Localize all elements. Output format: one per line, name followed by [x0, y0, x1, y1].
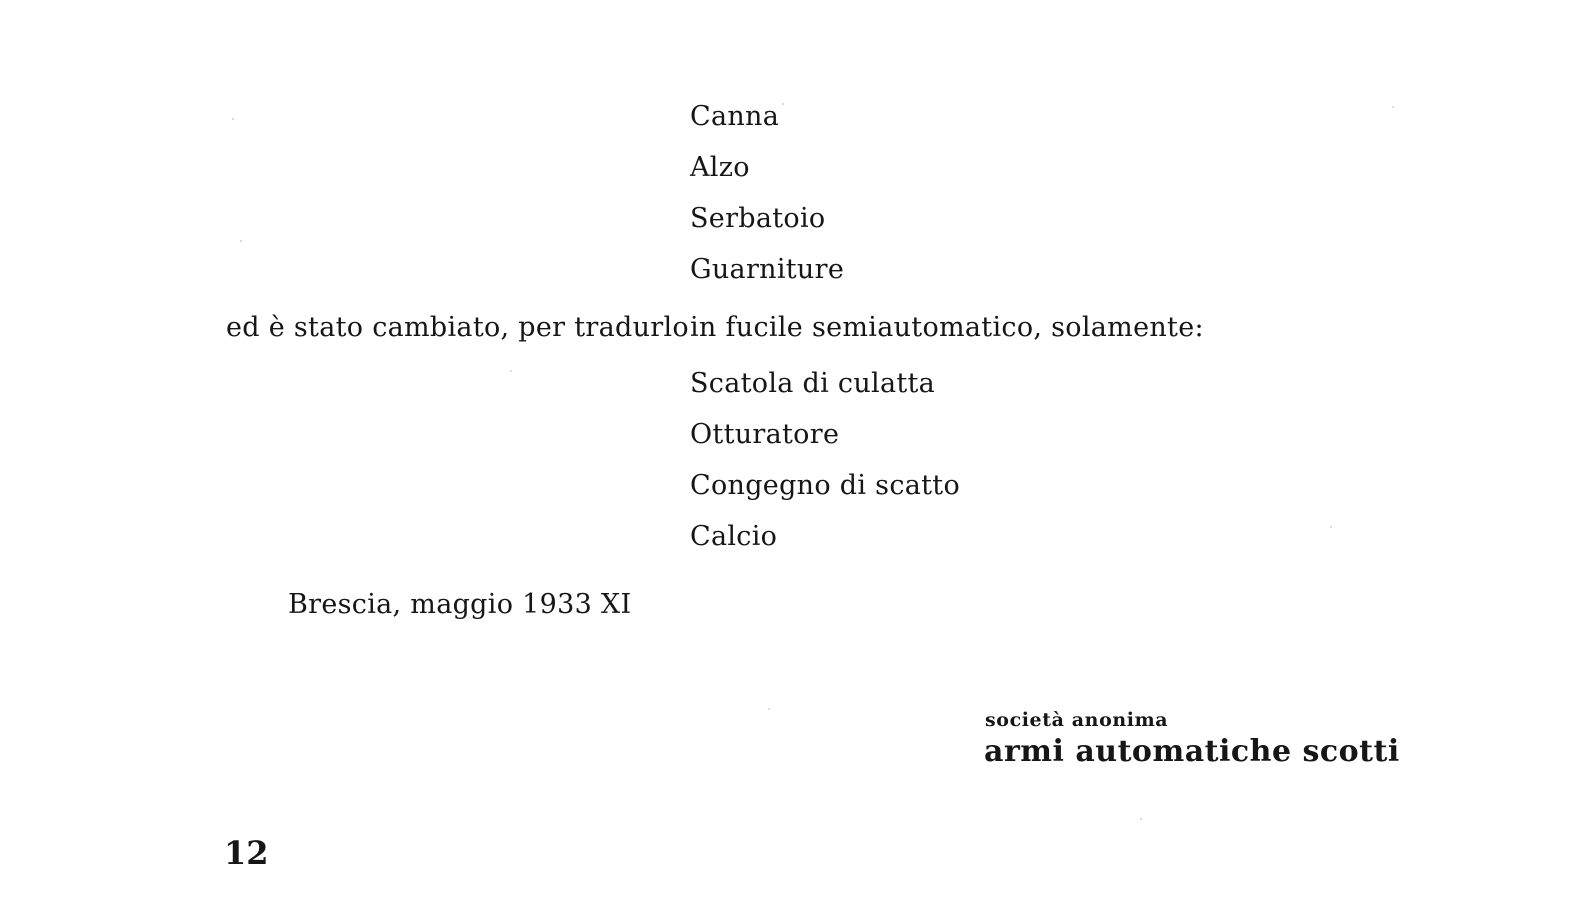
- list-item-congegno: Congegno di scatto: [690, 470, 961, 501]
- list-item-otturatore: Otturatore: [690, 419, 840, 450]
- list-item-scatola: Scatola di culatta: [690, 368, 936, 399]
- place-date: Brescia, maggio 1933 XI: [288, 589, 632, 620]
- scan-speck: [510, 370, 512, 372]
- list-item-alzo: Alzo: [690, 152, 750, 183]
- scan-speck: [782, 103, 784, 105]
- scan-speck: [1140, 818, 1142, 820]
- list-item-guarniture: Guarniture: [690, 254, 845, 285]
- scan-speck: [1330, 526, 1332, 528]
- list-item-calcio: Calcio: [690, 521, 778, 552]
- signature-company-name: armi automatiche scotti: [984, 734, 1400, 769]
- scan-speck: [240, 240, 242, 242]
- scan-speck: [768, 708, 770, 710]
- scan-speck: [232, 118, 234, 120]
- list-item-canna: Canna: [690, 101, 780, 132]
- intro-text-left: ed è stato cambiato, per tradurlo: [226, 312, 689, 343]
- intro-text-right: in fucile semiautomatico, solamente:: [690, 312, 1204, 343]
- scan-speck: [1392, 106, 1394, 108]
- page-number: 12: [224, 834, 269, 872]
- list-item-serbatoio: Serbatoio: [690, 203, 826, 234]
- signature-company-type: società anonima: [985, 709, 1169, 731]
